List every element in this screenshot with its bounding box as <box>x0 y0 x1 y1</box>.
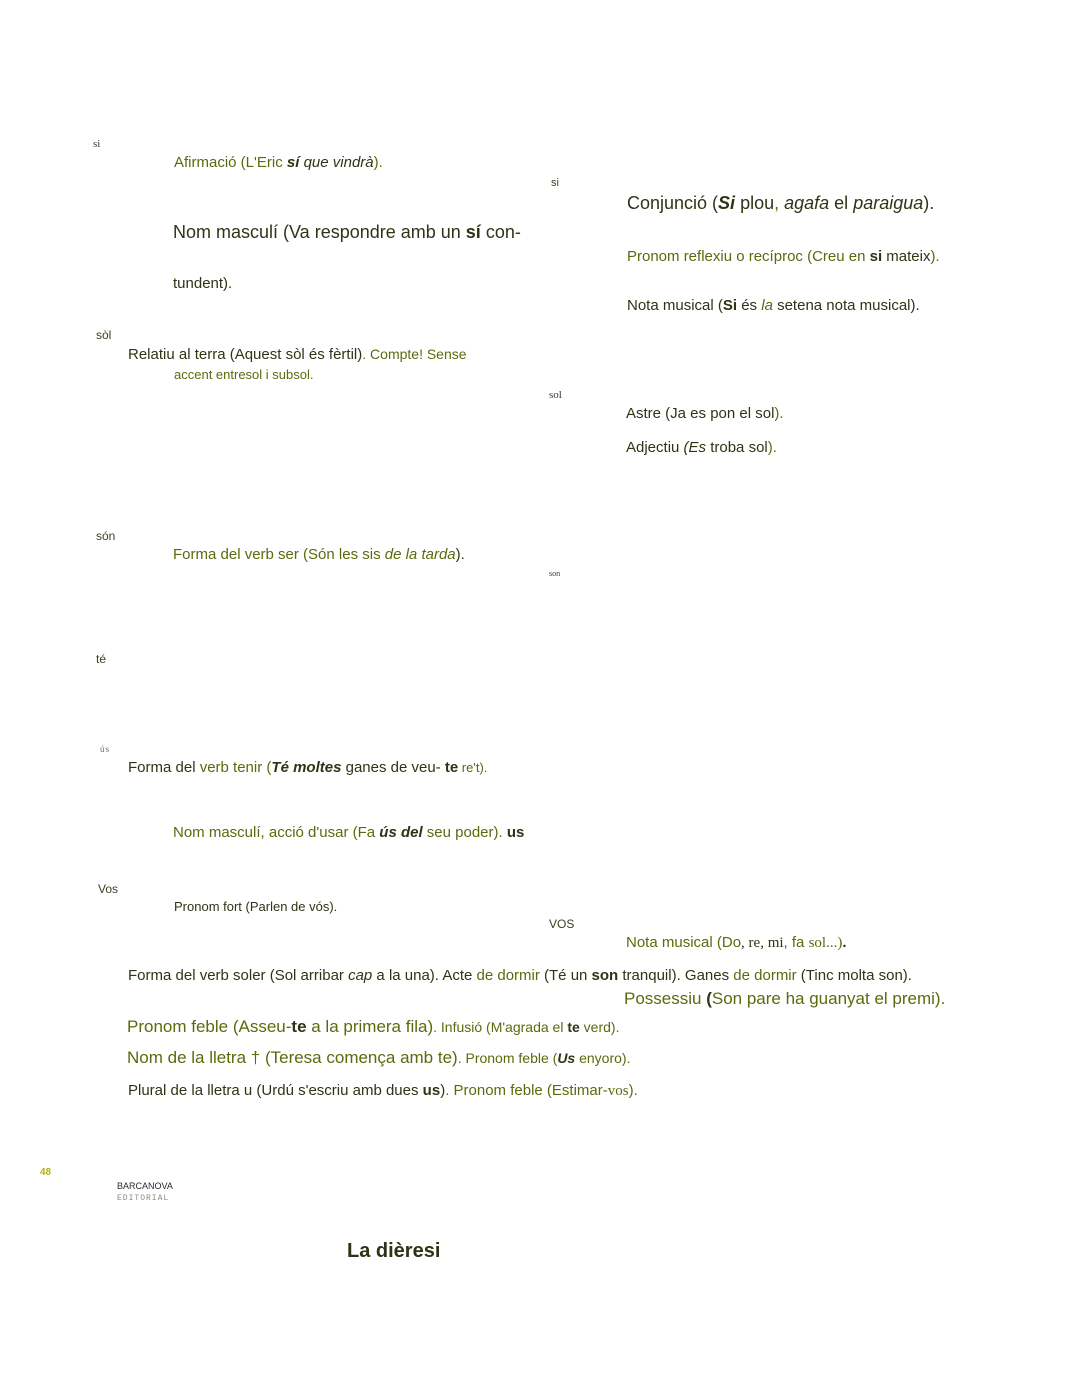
definition-sol-star: Astre (Ja es pon el sol). <box>626 405 784 422</box>
definition-te-letter: Nom de la lletra † (Teresa comença amb te). Pronom feble (Us enyoro). <box>127 1048 631 1067</box>
section-title: La dièresi <box>347 1240 441 1262</box>
headword-vos: VOS <box>549 917 575 931</box>
definition-si-pronoun: Pronom reflexiu o recíproc (Creu en si mateix). <box>627 248 940 265</box>
headword-son-accent: són <box>96 529 116 543</box>
definition-sol-accent: Relatiu al terra (Aquest sòl és fèrtil). Compte! Sense <box>128 346 467 363</box>
headword-us-accent: ús <box>100 744 111 754</box>
headword-si: si <box>551 177 559 189</box>
definition-us-accent: Nom masculí, acció d'usar (Fa ús del seu poder). us <box>173 824 525 841</box>
page-number: 48 <box>40 1167 52 1178</box>
definition-si-affirmation: Afirmació (L'Eric sí que vindrà). <box>174 154 383 171</box>
definition-te-pronoun: Pronom feble (Asseu-te a la primera fila). Infusió (M'agrada el te verd). <box>127 1017 620 1036</box>
publisher-logo: BARCANOVA <box>117 1181 173 1191</box>
headword-te-accent: té <box>96 652 107 666</box>
headword-sol-accent: sòl <box>96 328 112 342</box>
definition-son-accent: Forma del verb ser (Són les sis de la tarda). <box>173 546 465 563</box>
definition-vos-accent: Pronom fort (Parlen de vós). <box>174 899 338 914</box>
definition-si-noun-line2: tundent). <box>173 275 233 292</box>
definition-us: Plural de la lletra u (Urdú s'escriu amb dues us). Pronom feble (Estimar-vos). <box>128 1082 638 1099</box>
definition-si-noun: Nom masculí (Va respondre amb un sí con- <box>173 222 521 242</box>
definition-si-note: Nota musical (Si és la setena nota musical). <box>627 297 920 314</box>
headword-vos-accent: Vos <box>98 882 119 896</box>
definition-sol-adjective: Adjectiu (Es troba sol). <box>626 439 777 456</box>
definition-son-possessive: Possessiu (Son pare ha guanyat el premi). <box>624 989 946 1008</box>
definition-te-accent: Forma del verb tenir (Té moltes ganes de veu- te re't). <box>128 759 488 776</box>
headword-sol: sol <box>549 389 562 401</box>
headword-son: son <box>549 569 561 578</box>
publisher-sub: EDITORIAL <box>117 1194 170 1203</box>
headword-si-accent: si <box>93 138 101 150</box>
definition-vos-note: Nota musical (Do, re, mi, fa sol...). <box>626 934 847 951</box>
definition-sol-accent-line2: accent entresol i subsol. <box>174 367 314 382</box>
definition-si-conjunction: Conjunció (Si plou, agafa el paraigua). <box>627 193 935 213</box>
definition-son-sentence: Forma del verb soler (Sol arribar cap a la una). Acte de dormir (Té un son tranquil). Ganes de dormir (Tinc molta son). <box>128 967 912 984</box>
